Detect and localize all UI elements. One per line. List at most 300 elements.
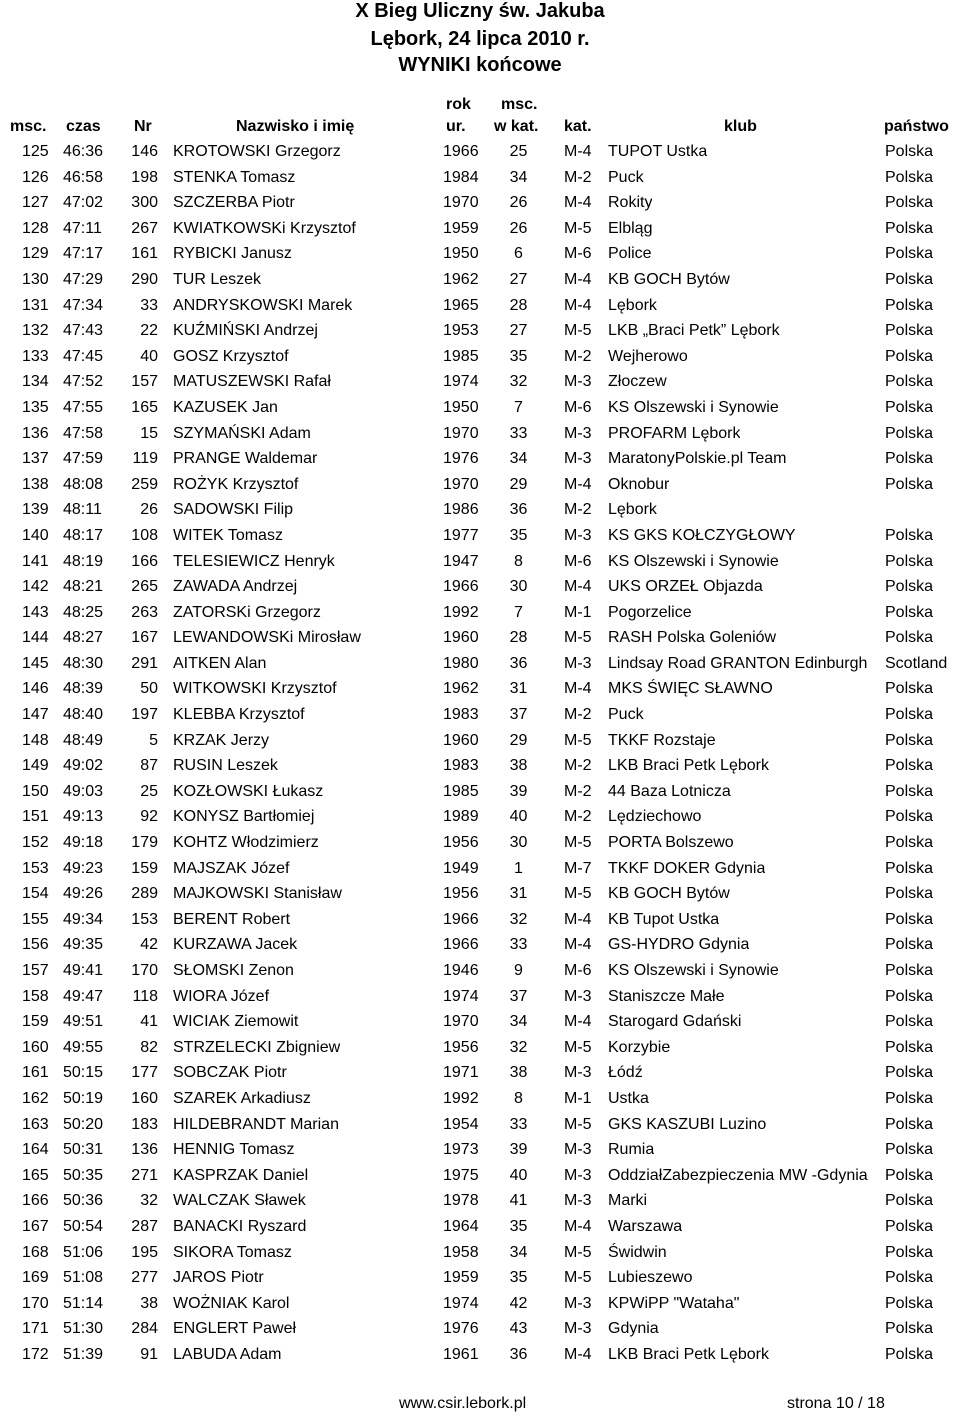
cell-time: 46:36 bbox=[63, 143, 104, 160]
cell-name: MATUSZEWSKI Rafał bbox=[173, 373, 331, 391]
cell-country: Polska bbox=[885, 424, 934, 442]
cell-category-place: 35 bbox=[509, 347, 528, 365]
cell-country: Polska bbox=[885, 1141, 934, 1159]
table-row bbox=[0, 165, 960, 191]
cell-time: 49:41 bbox=[63, 962, 104, 979]
cell-nr: 118 bbox=[132, 987, 158, 1005]
cell-category-place: 34 bbox=[509, 1243, 528, 1261]
table-row bbox=[0, 600, 960, 626]
cell-time: 47:55 bbox=[63, 398, 104, 416]
table-row bbox=[0, 344, 960, 370]
header-place: msc. bbox=[10, 118, 47, 135]
cell-club: PROFARM Lębork bbox=[608, 424, 741, 442]
cell-place: 142 bbox=[22, 578, 49, 596]
cell-place: 170 bbox=[22, 1294, 49, 1312]
cell-place: 129 bbox=[22, 245, 49, 263]
cell-name: SIKORA Tomasz bbox=[173, 1243, 292, 1261]
cell-time: 49:02 bbox=[63, 757, 104, 775]
header-country: państwo bbox=[884, 118, 949, 135]
cell-time: 51:39 bbox=[63, 1345, 104, 1363]
cell-country: Polska bbox=[885, 1064, 934, 1082]
cell-country: Polska bbox=[885, 910, 934, 928]
cell-place: 157 bbox=[22, 962, 49, 979]
cell-category: M-3 bbox=[564, 526, 592, 544]
cell-birth-year: 1962 bbox=[443, 680, 479, 698]
cell-country: Polska bbox=[885, 936, 934, 954]
cell-category: M-3 bbox=[564, 1294, 592, 1312]
cell-club: Łódź bbox=[608, 1064, 643, 1082]
table-row bbox=[0, 932, 960, 958]
cell-place: 161 bbox=[22, 1064, 49, 1082]
cell-country: Polska bbox=[885, 962, 934, 979]
cell-category-place: 40 bbox=[509, 808, 528, 826]
cell-place: 159 bbox=[22, 1013, 49, 1031]
cell-category-place: 6 bbox=[514, 245, 523, 263]
cell-name: KURZAWA Jacek bbox=[173, 936, 298, 954]
cell-club: UKS ORZEŁ Objazda bbox=[608, 578, 763, 596]
cell-place: 163 bbox=[22, 1115, 49, 1133]
cell-category-place: 29 bbox=[509, 731, 528, 749]
cell-category: M-2 bbox=[564, 168, 592, 186]
cell-nr: 92 bbox=[140, 808, 158, 826]
cell-category-place: 36 bbox=[509, 501, 528, 519]
cell-name: GOSZ Krzysztof bbox=[173, 347, 289, 365]
table-row bbox=[0, 293, 960, 319]
cell-nr: 166 bbox=[131, 552, 158, 570]
cell-birth-year: 1956 bbox=[443, 1038, 479, 1056]
cell-birth-year: 1992 bbox=[443, 603, 479, 621]
header-category: kat. bbox=[564, 118, 592, 135]
cell-place: 152 bbox=[22, 834, 49, 852]
cell-country: Polska bbox=[885, 859, 934, 877]
cell-club: LKB „Braci Petk” Lębork bbox=[608, 322, 780, 340]
cell-club: Gdynia bbox=[608, 1320, 659, 1338]
cell-country: Polska bbox=[885, 296, 934, 314]
table-row bbox=[0, 830, 960, 856]
cell-time: 48:27 bbox=[63, 629, 104, 647]
cell-place: 141 bbox=[22, 552, 49, 570]
cell-category-place: 35 bbox=[509, 526, 528, 544]
header-cat-place-bottom: w kat. bbox=[494, 118, 539, 135]
cell-birth-year: 1983 bbox=[443, 757, 479, 775]
cell-country: Scotland bbox=[885, 654, 948, 672]
cell-country: Polska bbox=[885, 194, 934, 212]
cell-name: ANDRYSKOWSKI Marek bbox=[173, 296, 353, 314]
cell-name: MAJSZAK Józef bbox=[173, 859, 290, 877]
cell-category-place: 7 bbox=[514, 603, 523, 621]
cell-category-place: 34 bbox=[509, 1013, 528, 1031]
cell-place: 167 bbox=[22, 1217, 49, 1235]
cell-nr: 153 bbox=[131, 910, 158, 928]
cell-category: M-5 bbox=[564, 834, 592, 852]
cell-name: KROTOWSKI Grzegorz bbox=[173, 143, 341, 160]
cell-category: M-3 bbox=[564, 373, 592, 391]
cell-club: Lindsay Road GRANTON Edinburgh bbox=[608, 654, 868, 672]
cell-place: 155 bbox=[22, 910, 49, 928]
cell-birth-year: 1970 bbox=[443, 1013, 479, 1031]
cell-category: M-6 bbox=[564, 552, 592, 570]
cell-category-place: 34 bbox=[509, 450, 528, 468]
cell-nr: 50 bbox=[140, 680, 158, 698]
cell-club: KB GOCH Bytów bbox=[608, 885, 730, 903]
cell-category: M-4 bbox=[564, 936, 592, 954]
cell-country: Polska bbox=[885, 808, 934, 826]
cell-birth-year: 1960 bbox=[443, 629, 479, 647]
cell-place: 150 bbox=[22, 782, 49, 800]
cell-place: 130 bbox=[22, 270, 49, 288]
cell-time: 47:52 bbox=[63, 373, 104, 391]
cell-category-place: 38 bbox=[509, 757, 528, 775]
cell-category-place: 34 bbox=[509, 168, 528, 186]
cell-place: 127 bbox=[22, 194, 49, 212]
cell-category-place: 35 bbox=[509, 1269, 528, 1287]
cell-place: 158 bbox=[22, 987, 49, 1005]
cell-category-place: 27 bbox=[509, 322, 528, 340]
cell-category: M-5 bbox=[564, 731, 592, 749]
results-heading: WYNIKI końcowe bbox=[398, 54, 562, 76]
cell-name: JAROS Piotr bbox=[173, 1269, 264, 1287]
cell-birth-year: 1974 bbox=[443, 373, 479, 391]
cell-nr: 82 bbox=[140, 1038, 158, 1056]
cell-time: 50:20 bbox=[63, 1115, 104, 1133]
cell-country: Polska bbox=[885, 168, 934, 186]
cell-place: 171 bbox=[22, 1320, 49, 1338]
cell-category: M-5 bbox=[564, 629, 592, 647]
cell-nr: 183 bbox=[131, 1115, 158, 1133]
cell-category-place: 32 bbox=[509, 910, 528, 928]
cell-club: 44 Baza Lotnicza bbox=[608, 782, 731, 800]
cell-place: 162 bbox=[22, 1089, 49, 1107]
cell-time: 51:30 bbox=[63, 1320, 104, 1338]
cell-category-place: 42 bbox=[509, 1294, 528, 1312]
cell-time: 48:11 bbox=[63, 501, 102, 519]
cell-name: BERENT Robert bbox=[173, 910, 291, 928]
cell-country: Polska bbox=[885, 347, 934, 365]
cell-category: M-5 bbox=[564, 219, 592, 237]
cell-country: Polska bbox=[885, 578, 934, 596]
table-row bbox=[0, 1137, 960, 1163]
cell-time: 47:11 bbox=[63, 219, 102, 237]
cell-time: 47:45 bbox=[63, 347, 104, 365]
cell-birth-year: 1974 bbox=[443, 1294, 479, 1312]
table-row bbox=[0, 1035, 960, 1061]
cell-birth-year: 1989 bbox=[443, 808, 479, 826]
cell-club: KPWiPP "Wataha" bbox=[608, 1294, 740, 1312]
cell-nr: 177 bbox=[131, 1064, 158, 1082]
table-row bbox=[0, 804, 960, 830]
cell-name: STENKA Tomasz bbox=[173, 168, 296, 186]
cell-category: M-4 bbox=[564, 910, 592, 928]
cell-category: M-4 bbox=[564, 1345, 592, 1363]
cell-category-place: 37 bbox=[509, 987, 528, 1005]
cell-time: 49:03 bbox=[63, 782, 104, 800]
table-row bbox=[0, 651, 960, 677]
cell-place: 135 bbox=[22, 398, 49, 416]
cell-category: M-3 bbox=[564, 1192, 592, 1210]
cell-birth-year: 1947 bbox=[443, 552, 479, 570]
cell-nr: 287 bbox=[131, 1217, 158, 1235]
cell-country: Polska bbox=[885, 885, 934, 903]
cell-category-place: 38 bbox=[509, 1064, 528, 1082]
table-row bbox=[0, 1163, 960, 1189]
cell-nr: 32 bbox=[140, 1192, 158, 1210]
table-row bbox=[0, 1265, 960, 1291]
cell-club: Lubieszewo bbox=[608, 1269, 693, 1287]
cell-club: KS Olszewski i Synowie bbox=[608, 552, 779, 570]
cell-name: SOBCZAK Piotr bbox=[173, 1064, 287, 1082]
cell-category-place: 39 bbox=[509, 1141, 528, 1159]
cell-category-place: 9 bbox=[514, 962, 523, 979]
cell-name: WOŻNIAK Karol bbox=[173, 1294, 290, 1312]
cell-country: Polska bbox=[885, 731, 934, 749]
cell-country: Polska bbox=[885, 680, 934, 698]
cell-name: KWIATKOWSKi Krzysztof bbox=[173, 219, 356, 237]
table-row bbox=[0, 1188, 960, 1214]
table-row bbox=[0, 625, 960, 651]
cell-club: KS Olszewski i Synowie bbox=[608, 398, 779, 416]
cell-birth-year: 1946 bbox=[443, 962, 479, 979]
cell-category-place: 39 bbox=[509, 782, 528, 800]
cell-name: KRZAK Jerzy bbox=[173, 731, 270, 749]
cell-name: AITKEN Alan bbox=[173, 654, 267, 672]
table-row bbox=[0, 190, 960, 216]
cell-time: 49:55 bbox=[63, 1038, 104, 1056]
cell-place: 131 bbox=[22, 296, 49, 314]
cell-birth-year: 1966 bbox=[443, 936, 479, 954]
cell-category-place: 32 bbox=[509, 1038, 528, 1056]
cell-birth-year: 1976 bbox=[443, 450, 479, 468]
cell-time: 49:23 bbox=[63, 859, 104, 877]
cell-birth-year: 1971 bbox=[443, 1064, 479, 1082]
cell-birth-year: 1976 bbox=[443, 1320, 479, 1338]
cell-category: M-5 bbox=[564, 322, 592, 340]
cell-country: Polska bbox=[885, 1038, 934, 1056]
cell-category-place: 25 bbox=[509, 143, 528, 160]
header-year-bottom: ur. bbox=[446, 118, 466, 135]
table-row bbox=[0, 446, 960, 472]
cell-time: 49:26 bbox=[63, 885, 104, 903]
cell-birth-year: 1962 bbox=[443, 270, 479, 288]
cell-time: 49:47 bbox=[63, 987, 104, 1005]
cell-place: 154 bbox=[22, 885, 49, 903]
cell-country: Polska bbox=[885, 245, 934, 263]
cell-club: KB Tupot Ustka bbox=[608, 910, 720, 928]
cell-nr: 277 bbox=[131, 1269, 158, 1287]
cell-nr: 263 bbox=[131, 603, 158, 621]
cell-country: Polska bbox=[885, 1269, 934, 1287]
cell-birth-year: 1975 bbox=[443, 1166, 479, 1184]
cell-name: KOHTZ Włodzimierz bbox=[173, 834, 319, 852]
cell-nr: 87 bbox=[140, 757, 158, 775]
cell-category: M-3 bbox=[564, 1166, 592, 1184]
cell-category-place: 33 bbox=[509, 936, 528, 954]
cell-club: KS Olszewski i Synowie bbox=[608, 962, 779, 979]
cell-time: 48:39 bbox=[63, 680, 104, 698]
cell-name: KAZUSEK Jan bbox=[173, 398, 278, 416]
cell-club: Ustka bbox=[608, 1089, 649, 1107]
cell-birth-year: 1966 bbox=[443, 910, 479, 928]
cell-name: KUŹMIŃSKI Andrzej bbox=[173, 322, 318, 340]
table-row bbox=[0, 779, 960, 805]
cell-name: ENGLERT Paweł bbox=[173, 1320, 297, 1338]
table-row bbox=[0, 702, 960, 728]
cell-time: 50:54 bbox=[63, 1217, 104, 1235]
cell-name: RUSIN Leszek bbox=[173, 757, 278, 775]
cell-category: M-5 bbox=[564, 1038, 592, 1056]
cell-category: M-3 bbox=[564, 1141, 592, 1159]
cell-category: M-4 bbox=[564, 578, 592, 596]
table-row bbox=[0, 1240, 960, 1266]
cell-nr: 197 bbox=[131, 706, 158, 724]
table-row bbox=[0, 1342, 960, 1368]
cell-club: GS-HYDRO Gdynia bbox=[608, 936, 750, 954]
cell-country: Polska bbox=[885, 1166, 934, 1184]
cell-name: HENNIG Tomasz bbox=[173, 1141, 295, 1159]
cell-name: RYBICKI Janusz bbox=[173, 245, 292, 263]
cell-country: Polska bbox=[885, 398, 934, 416]
cell-country: Polska bbox=[885, 603, 934, 621]
cell-nr: 165 bbox=[131, 398, 158, 416]
cell-category: M-3 bbox=[564, 424, 592, 442]
cell-name: WITKOWSKI Krzysztof bbox=[173, 680, 337, 698]
cell-name: TUR Leszek bbox=[173, 270, 262, 288]
cell-place: 145 bbox=[22, 654, 49, 672]
cell-name: WIORA Józef bbox=[173, 987, 270, 1005]
cell-place: 149 bbox=[22, 757, 49, 775]
cell-club: Staniszcze Małe bbox=[608, 987, 725, 1005]
cell-place: 151 bbox=[22, 808, 49, 826]
cell-time: 49:18 bbox=[63, 834, 104, 852]
cell-place: 146 bbox=[22, 680, 49, 698]
cell-place: 172 bbox=[22, 1345, 49, 1363]
cell-category-place: 33 bbox=[509, 424, 528, 442]
cell-birth-year: 1960 bbox=[443, 731, 479, 749]
cell-birth-year: 1959 bbox=[443, 219, 479, 237]
cell-birth-year: 1984 bbox=[443, 168, 479, 186]
cell-club: Lędziechowo bbox=[608, 808, 702, 826]
cell-club: LKB Braci Petk Lębork bbox=[608, 757, 769, 775]
cell-place: 132 bbox=[22, 322, 49, 340]
cell-birth-year: 1964 bbox=[443, 1217, 479, 1235]
cell-nr: 259 bbox=[131, 475, 158, 493]
header-nr: Nr bbox=[134, 118, 152, 135]
cell-club: Rokity bbox=[608, 194, 653, 212]
cell-nr: 22 bbox=[140, 322, 158, 340]
cell-category-place: 37 bbox=[509, 706, 528, 724]
cell-country: Polska bbox=[885, 475, 934, 493]
cell-time: 49:13 bbox=[63, 808, 104, 826]
table-row bbox=[0, 369, 960, 395]
table-row bbox=[0, 1009, 960, 1035]
cell-birth-year: 1954 bbox=[443, 1115, 479, 1133]
cell-category: M-6 bbox=[564, 245, 592, 263]
cell-category: M-3 bbox=[564, 1064, 592, 1082]
cell-birth-year: 1986 bbox=[443, 501, 479, 519]
cell-category: M-2 bbox=[564, 347, 592, 365]
cell-country: Polska bbox=[885, 757, 934, 775]
cell-club: Świdwin bbox=[608, 1243, 667, 1261]
event-title: X Bieg Uliczny św. Jakuba bbox=[355, 0, 605, 22]
cell-time: 47:29 bbox=[63, 270, 104, 288]
table-row bbox=[0, 1060, 960, 1086]
cell-category: M-4 bbox=[564, 296, 592, 314]
cell-place: 168 bbox=[22, 1243, 49, 1261]
cell-club: LKB Braci Petk Lębork bbox=[608, 1345, 769, 1363]
cell-time: 49:34 bbox=[63, 910, 104, 928]
cell-birth-year: 1992 bbox=[443, 1089, 479, 1107]
table-row bbox=[0, 1214, 960, 1240]
cell-category: M-4 bbox=[564, 143, 592, 160]
cell-name: SZCZERBA Piotr bbox=[173, 194, 295, 212]
cell-category: M-2 bbox=[564, 501, 592, 519]
cell-country: Polska bbox=[885, 1013, 934, 1031]
cell-name: HILDEBRANDT Marian bbox=[173, 1115, 339, 1133]
cell-time: 48:30 bbox=[63, 654, 104, 672]
cell-country: Polska bbox=[885, 782, 934, 800]
cell-club: Wejherowo bbox=[608, 347, 688, 365]
cell-birth-year: 1950 bbox=[443, 398, 479, 416]
footer-page-number: strona 10 / 18 bbox=[787, 1395, 885, 1412]
cell-nr: 33 bbox=[140, 296, 158, 314]
cell-nr: 108 bbox=[131, 526, 158, 544]
cell-place: 166 bbox=[22, 1192, 49, 1210]
cell-club: Pogorzelice bbox=[608, 603, 692, 621]
cell-name: ROŻYK Krzysztof bbox=[173, 475, 299, 493]
cell-country: Polska bbox=[885, 987, 934, 1005]
cell-place: 125 bbox=[22, 143, 49, 160]
cell-country: Polska bbox=[885, 1294, 934, 1312]
cell-birth-year: 1953 bbox=[443, 322, 479, 340]
cell-category: M-3 bbox=[564, 450, 592, 468]
event-date-location: Lębork, 24 lipca 2010 r. bbox=[370, 28, 590, 50]
cell-place: 148 bbox=[22, 731, 49, 749]
cell-place: 143 bbox=[22, 603, 49, 621]
cell-club: Lębork bbox=[608, 501, 657, 519]
cell-nr: 40 bbox=[140, 347, 158, 365]
cell-birth-year: 1956 bbox=[443, 834, 479, 852]
cell-country: Polska bbox=[885, 1243, 934, 1261]
cell-nr: 300 bbox=[131, 194, 158, 212]
cell-time: 47:02 bbox=[63, 194, 104, 212]
cell-category: M-1 bbox=[564, 1089, 592, 1107]
cell-birth-year: 1977 bbox=[443, 526, 479, 544]
cell-club: TUPOT Ustka bbox=[608, 143, 708, 160]
table-row bbox=[0, 472, 960, 498]
cell-birth-year: 1980 bbox=[443, 654, 479, 672]
cell-country: Polska bbox=[885, 552, 934, 570]
cell-category-place: 28 bbox=[509, 296, 528, 314]
cell-time: 51:14 bbox=[63, 1294, 104, 1312]
cell-country: Polska bbox=[885, 143, 934, 160]
cell-birth-year: 1961 bbox=[443, 1345, 479, 1363]
cell-nr: 25 bbox=[140, 782, 158, 800]
cell-birth-year: 1966 bbox=[443, 143, 479, 160]
table-row bbox=[0, 241, 960, 267]
table-row bbox=[0, 676, 960, 702]
cell-nr: 42 bbox=[140, 936, 158, 954]
cell-birth-year: 1970 bbox=[443, 194, 479, 212]
cell-name: WALCZAK Sławek bbox=[173, 1192, 306, 1210]
cell-category-place: 36 bbox=[509, 654, 528, 672]
table-row bbox=[0, 139, 960, 165]
cell-place: 137 bbox=[22, 450, 49, 468]
table-row bbox=[0, 1316, 960, 1342]
cell-category: M-5 bbox=[564, 1243, 592, 1261]
results-table bbox=[0, 139, 960, 1368]
cell-nr: 160 bbox=[131, 1089, 158, 1107]
cell-country: Polska bbox=[885, 834, 934, 852]
cell-name: SŁOMSKI Zenon bbox=[173, 962, 294, 979]
